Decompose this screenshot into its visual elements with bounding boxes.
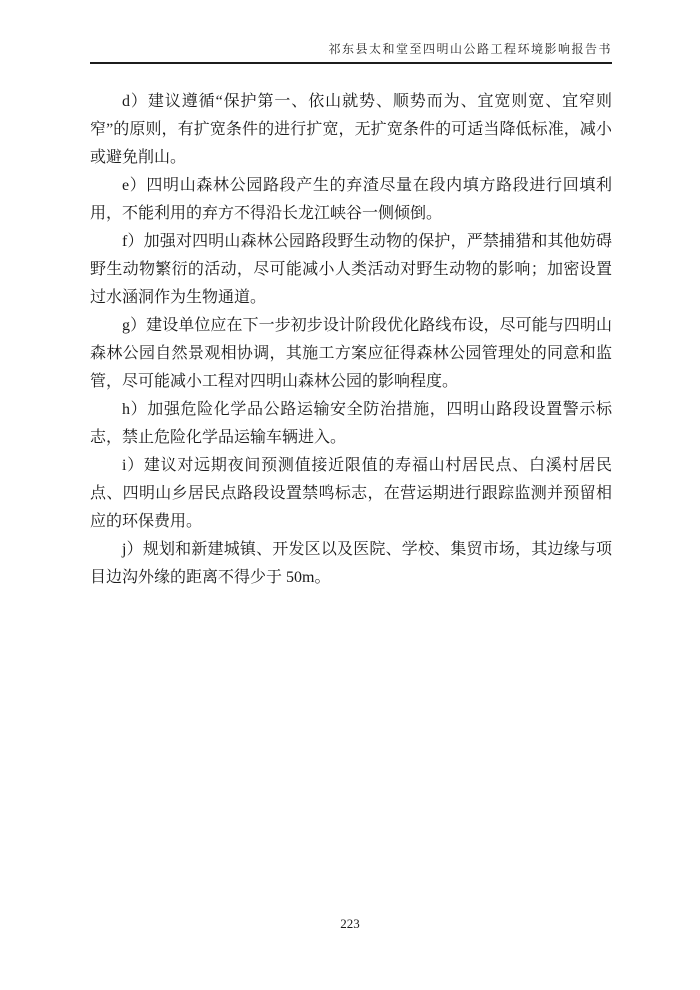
- paragraph-i: i）建议对远期夜间预测值接近限值的寿福山村居民点、白溪村居民点、四明山乡居民点路段设置禁鸣标志，在营运期进行跟踪监测并预留相应的环保费用。: [90, 457, 612, 530]
- paragraph-j: j）规划和新建城镇、开发区以及医院、学校、集贸市场，其边缘与项目边沟外缘的距离不得少于 50m。: [90, 541, 612, 586]
- paragraph-e: e）四明山森林公园路段产生的弃渣尽量在段内填方路段进行回填利用，不能利用的弃方不得沿长龙江峡谷一侧倾倒。: [90, 177, 612, 222]
- page-number: 223: [340, 916, 360, 931]
- document-body: [90, 88, 612, 592]
- paragraph-g: g）建设单位应在下一步初步设计阶段优化路线布设，尽可能与四明山森林公园自然景观相协调，其施工方案应征得森林公园管理处的同意和监管，尽可能减小工程对四明山森林公园的影响程度。: [90, 317, 612, 390]
- page-header-title: 祁东县太和堂至四明山公路工程环境影响报告书: [90, 42, 612, 64]
- paragraph-h: h）加强危险化学品公路运输安全防治措施，四明山路段设置警示标志，禁止危险化学品运输车辆进入。: [90, 401, 612, 446]
- paragraph-d: d）建议遵循“保护第一、依山就势、顺势而为、宜宽则宽、宜窄则窄”的原则，有扩宽条件的进行扩宽，无扩宽条件的可适当降低标准，减小或避免削山。: [90, 93, 612, 166]
- paragraph-f: f）加强对四明山森林公园路段野生动物的保护，严禁捕猎和其他妨碍野生动物繁衍的活动，尽可能减小人类活动对野生动物的影响；加密设置过水涵洞作为生物通道。: [90, 233, 612, 306]
